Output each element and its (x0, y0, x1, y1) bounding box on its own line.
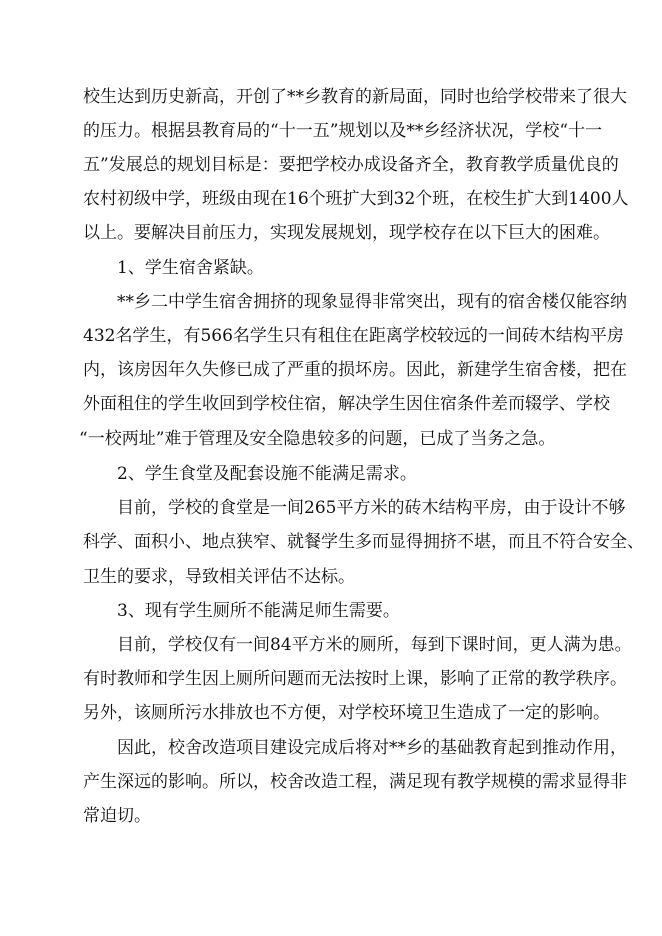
body-text-line: 内，该房因年久失修已成了严重的损坏房。因此，新建学生宿舍楼，把在 (83, 360, 627, 380)
body-text-line: 以上。要解决目前压力，实现发展规划，现学校存在以下巨大的困难。 (83, 223, 610, 243)
body-text-line: 另外，该厕所污水排放也不方便，对学校环境卫生造成了一定的影响。 (83, 703, 610, 723)
body-text-line: 校生达到历史新高，开创了**乡教育的新局面，同时也给学校带来了很大 (83, 87, 627, 107)
body-text-line: “一校两址”难于管理及安全隐患较多的问题，已成了当务之急。 (79, 429, 556, 449)
body-text-line: 常迫切。 (83, 806, 151, 826)
body-text-line: 的压力。根据县教育局的“十一五”规划以及**乡经济状况，学校“十一 (83, 121, 603, 141)
body-text-line: 农村初级中学，班级由现在16个班扩大到32个班，在校生扩大到1400人 (83, 189, 629, 209)
body-text-line: 五”发展总的规划目标是：要把学校办成设备齐全，教育教学质量优良的 (83, 155, 619, 175)
body-text-line: 科学、面积小、地点狭窄、就餐学生多而显得拥挤不堪，而且不符合安全、 (83, 532, 644, 552)
section-heading: 1、学生宿舍紧缺。 (117, 258, 264, 278)
body-text-line: 外面租住的学生收回到学校住宿，解决学生因住宿条件差而辍学、学校 (83, 394, 610, 414)
body-text-line: 目前，学校仅有一间84平方米的厕所，每到下课时间，更人满为患。 (117, 635, 632, 655)
body-text-line: 因此，校舍改造项目建设完成后将对**乡的基础教育起到推动作用， (117, 738, 627, 758)
body-text-line: 432名学生，有566名学生只有租住在距离学校较远的一间砖木结构平房 (83, 326, 624, 346)
body-text-line: 目前，学校的食堂是一间265平方米的砖木结构平房，由于设计不够 (117, 498, 626, 518)
body-text-line: 产生深远的影响。所以，校舍改造工程，满足现有教学规模的需求显得非 (83, 772, 627, 792)
section-heading: 2、学生食堂及配套设施不能满足需求。 (117, 464, 417, 484)
section-heading: 3、现有学生厕所不能满足师生需要。 (117, 601, 400, 621)
body-text-line: 有时教师和学生因上厕所问题而无法按时上课，影响了正常的教学秩序。 (83, 669, 627, 689)
body-text-line: **乡二中学生宿舍拥挤的现象显得非常突出，现有的宿舍楼仅能容纳 (117, 292, 627, 312)
body-text-line: 卫生的要求，导致相关评估不达标。 (83, 567, 355, 587)
